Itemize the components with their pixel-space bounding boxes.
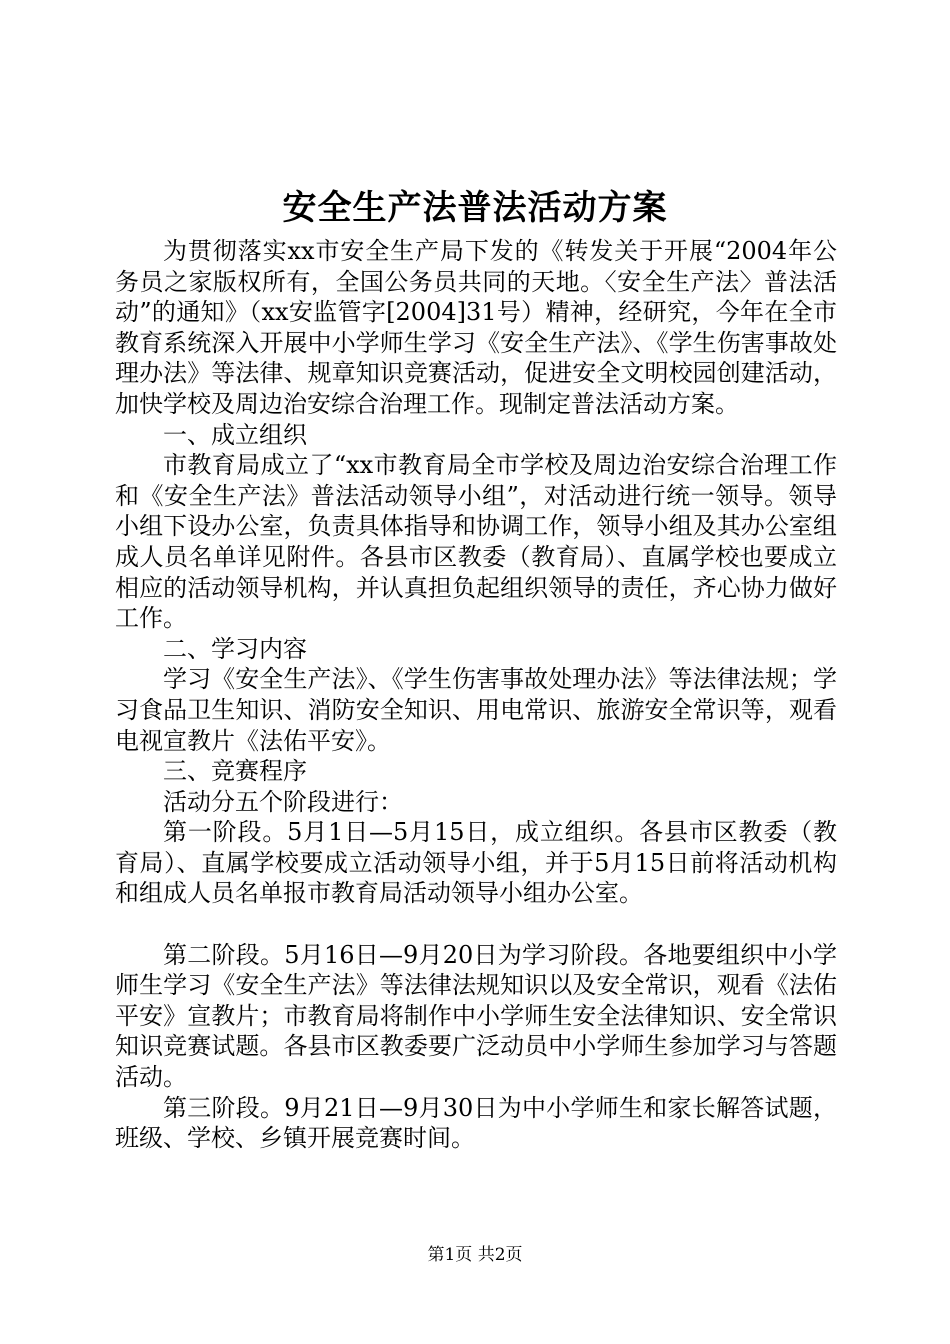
- section-heading-procedure: 三、竞赛程序: [163, 757, 307, 786]
- document-title: 安全生产法普法活动方案: [282, 188, 668, 228]
- paragraph-stage-2: 第二阶段。5月16日—9月20日为学习阶段。各地要组织中小学师生学习《安全生产法》等法律法规知识以及安全常识，观看《法佑平安》宣教片；市教育局将制作中小学师生安全法律知识、安全常识知识竞赛试题。各县市区教委要广泛动员中小学师生参加学习与答题活动。: [115, 940, 837, 1092]
- document-body: [115, 236, 837, 1154]
- paragraph-stages-intro: 活动分五个阶段进行：: [163, 787, 403, 816]
- paragraph-stage-1: 第一阶段。5月1日—5月15日，成立组织。各县市区教委（教育局）、直属学校要成立活动领导小组，并于5月15日前将活动机构和组成人员名单报市教育局活动领导小组办公室。: [115, 818, 837, 908]
- section-heading-organization: 一、成立组织: [163, 420, 307, 449]
- paragraph-intro: 为贯彻落实xx市安全生产局下发的《转发关于开展“2004年公务员之家版权所有，全国公务员共同的天地。〈安全生产法〉普法活动”的通知》（xx安监管字[2004]31号）精神，经研究，今年在全市教育系统深入开展中小学师生学习《安全生产法》、《学生伤害事故处理办法》等法律、规章知识竞赛活动，促进安全文明校园创建活动，加快学校及周边治安综合治理工作。现制定普法活动方案。: [115, 237, 837, 418]
- section-heading-content: 二、学习内容: [163, 634, 307, 663]
- page-footer: 第1页 共2页: [427, 1245, 523, 1265]
- paragraph-organization: 市教育局成立了“xx市教育局全市学校及周边治安综合治理工作和《安全生产法》普法活动领导小组”，对活动进行统一领导。领导小组下设办公室，负责具体指导和协调工作，领导小组及其办公室组成人员名单详见附件。各县市区教委（教育局）、直属学校也要成立相应的活动领导机构，并认真担负起组织领导的责任，齐心协力做好工作。: [115, 451, 837, 633]
- paragraph-content: 学习《安全生产法》、《学生伤害事故处理办法》等法律法规；学习食品卫生知识、消防安全知识、用电常识、旅游安全常识等，观看电视宣教片《法佑平安》。: [115, 665, 837, 755]
- paragraph-stage-3: 第三阶段。9月21日—9月30日为中小学师生和家长解答试题，班级、学校、乡镇开展竞赛时间。: [115, 1093, 837, 1153]
